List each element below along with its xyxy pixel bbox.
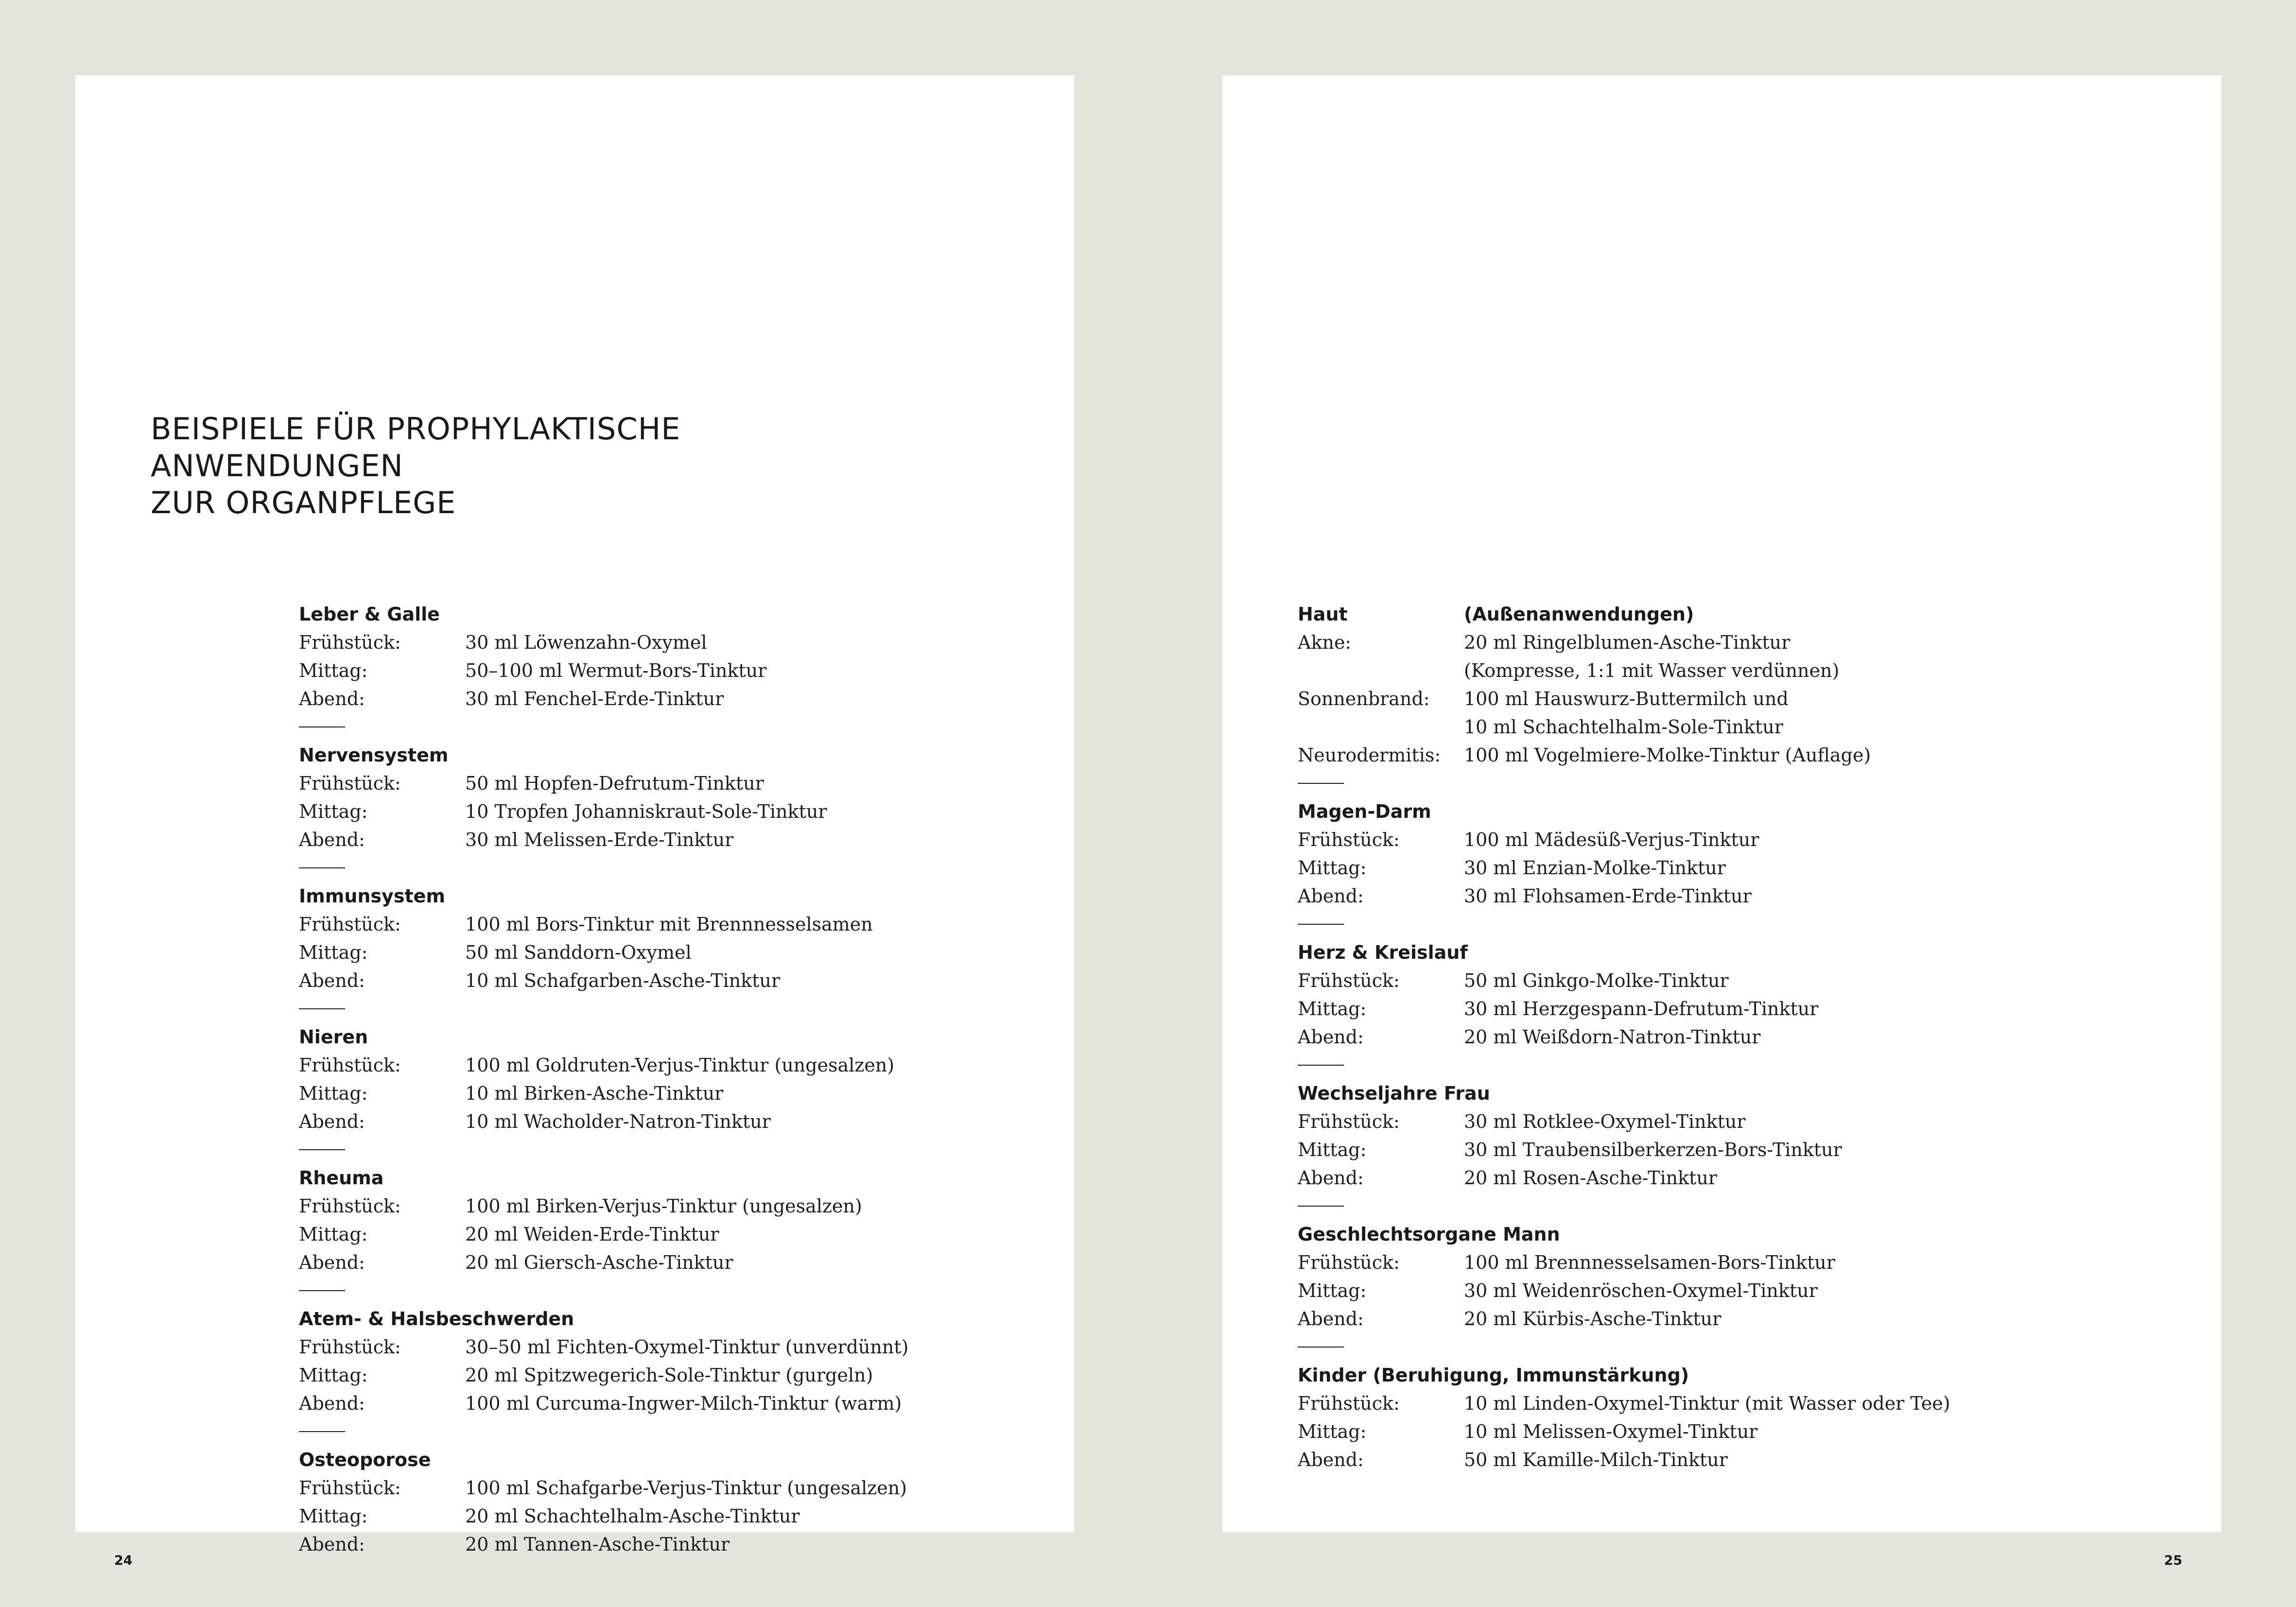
entry-row [1298, 854, 2027, 882]
entry-value [1464, 1023, 2027, 1051]
entry-label: Abend: [1298, 885, 1364, 907]
entry-row [299, 910, 1028, 938]
entry-label: Abend: [1298, 1167, 1364, 1189]
entry-value-line: 50 ml Sanddorn-Oxymel [465, 942, 692, 963]
section [299, 741, 1028, 854]
entry-label: Abend: [299, 829, 365, 850]
entry-value-line: 10 ml Schafgarben-Asche-Tinktur [465, 970, 781, 991]
entry-row [299, 657, 1028, 685]
entry-value-line: (Kompresse, 1:1 mit Wasser verdünnen) [1464, 660, 1840, 681]
entry-value [465, 1192, 1028, 1220]
entry-label: Abend: [299, 970, 365, 991]
entry-row [1298, 1389, 2027, 1417]
section [1298, 797, 2027, 910]
entry-value-line: 50–100 ml Wermut-Bors-Tinktur [465, 660, 767, 681]
section-divider [1298, 1333, 2027, 1361]
section [1298, 1220, 2027, 1333]
entry-label: Abend: [299, 1534, 365, 1555]
entry-row [299, 1192, 1028, 1220]
section-divider [1298, 910, 2027, 938]
entry-value-line: 50 ml Kamille-Milch-Tinktur [1464, 1449, 1728, 1470]
entry-value-line: 20 ml Weißdorn-Natron-Tinktur [1464, 1026, 1761, 1048]
page-number: 24 [114, 1553, 133, 1568]
entry-value [465, 1389, 1028, 1417]
entry-row [1298, 628, 2027, 685]
entry-value [465, 1530, 1028, 1558]
section-heading-note: (Außenanwendungen) [1464, 604, 1694, 625]
entry-value-line: 100 ml Schafgarbe-Verjus-Tinktur (ungesalzen) [465, 1477, 907, 1499]
entry-row [1298, 995, 2027, 1023]
entry-label: Frühstück: [1298, 970, 1400, 991]
section-heading: Geschlechtsorgane Mann [1298, 1224, 1560, 1245]
entry-value-line: 10 ml Linden-Oxymel-Tinktur (mit Wasser oder Tee) [1464, 1393, 1950, 1414]
entry-value-line: 10 Tropfen Johanniskraut-Sole-Tinktur [465, 801, 827, 822]
entry-value [465, 1248, 1028, 1277]
entry-label: Mittag: [299, 942, 368, 963]
entry-value-line: 20 ml Ringelblumen-Asche-Tinktur [1464, 632, 1791, 653]
entry-row [1298, 685, 2027, 741]
entry-value-line: 10 ml Melissen-Oxymel-Tinktur [1464, 1421, 1758, 1442]
entry-value-line: 100 ml Curcuma-Ingwer-Milch-Tinktur (warm) [465, 1393, 902, 1414]
entry-row [299, 1220, 1028, 1248]
section-heading: Immunsystem [299, 885, 445, 907]
entry-value [465, 685, 1028, 713]
entry-value [465, 1051, 1028, 1079]
section-divider [299, 1136, 1028, 1164]
entry-label: Frühstück: [299, 1477, 401, 1499]
entry-row [1298, 1417, 2027, 1446]
entry-label: Abend: [299, 1252, 365, 1273]
entry-label: Mittag: [1298, 1280, 1367, 1301]
section [299, 1023, 1028, 1136]
entry-value [465, 910, 1028, 938]
section-divider [299, 995, 1028, 1023]
entry-row [299, 967, 1028, 995]
entry-value [1464, 628, 2027, 685]
entry-row [1298, 1164, 2027, 1192]
entry-value-line: 30 ml Flohsamen-Erde-Tinktur [1464, 885, 1752, 907]
entry-label: Akne: [1298, 632, 1352, 653]
entry-row [299, 1474, 1028, 1502]
entry-value [465, 1107, 1028, 1136]
left-content [299, 600, 1028, 1558]
entry-value [1464, 854, 2027, 882]
left-page [75, 75, 1074, 1568]
entry-value [465, 1220, 1028, 1248]
entry-value [1464, 1305, 2027, 1333]
entry-value-line: 100 ml Brennnesselsamen-Bors-Tinktur [1464, 1252, 1835, 1273]
entry-label: Mittag: [1298, 857, 1367, 879]
entry-row [1298, 1446, 2027, 1474]
entry-label: Abend: [1298, 1308, 1364, 1330]
entry-row [299, 1333, 1028, 1361]
title-line: ANWENDUNGEN [151, 448, 403, 484]
entry-value [465, 967, 1028, 995]
section-heading: Atem- & Halsbeschwerden [299, 1308, 574, 1330]
section [299, 882, 1028, 995]
entry-value [1464, 967, 2027, 995]
entry-label: Frühstück: [1298, 1393, 1400, 1414]
entry-value [1464, 1107, 2027, 1136]
entry-row [299, 938, 1028, 967]
entry-row [1298, 1023, 2027, 1051]
section [1298, 1361, 2027, 1474]
title-line: BEISPIELE FÜR PROPHYLAKTISCHE [151, 411, 681, 447]
entry-value-line: 30 ml Weidenröschen-Oxymel-Tinktur [1464, 1280, 1818, 1301]
entry-value [1464, 826, 2027, 854]
entry-value-line: 20 ml Weiden-Erde-Tinktur [465, 1224, 719, 1245]
entry-row [1298, 1136, 2027, 1164]
section [1298, 1079, 2027, 1192]
entry-value-line: 30 ml Löwenzahn-Oxymel [465, 632, 707, 653]
entry-value [465, 797, 1028, 826]
entry-value-line: 10 ml Wacholder-Natron-Tinktur [465, 1111, 771, 1132]
entry-value-line: 30 ml Enzian-Molke-Tinktur [1464, 857, 1726, 879]
section-divider [1298, 1192, 2027, 1220]
entry-label: Mittag: [299, 1365, 368, 1386]
entry-row [299, 1530, 1028, 1558]
section-heading-title: Haut [1298, 604, 1348, 625]
page-title [151, 411, 680, 521]
page-number: 25 [2164, 1553, 2182, 1568]
entry-value-line: 10 ml Schachtelhalm-Sole-Tinktur [1464, 716, 1783, 738]
entry-value-line: 20 ml Spitzwegerich-Sole-Tinktur (gurgeln) [465, 1365, 873, 1386]
entry-label: Abend: [299, 1393, 365, 1414]
entry-value-line: 10 ml Birken-Asche-Tinktur [465, 1083, 724, 1104]
entry-value [1464, 1417, 2027, 1446]
entry-value-line: 100 ml Vogelmiere-Molke-Tinktur (Auflage) [1464, 744, 1871, 766]
entry-row [299, 826, 1028, 854]
entry-row [1298, 882, 2027, 910]
entry-value [1464, 882, 2027, 910]
entry-value-line: 20 ml Tannen-Asche-Tinktur [465, 1534, 730, 1555]
entry-label: Abend: [299, 688, 365, 709]
entry-row [1298, 741, 2027, 769]
entry-label: Frühstück: [299, 1336, 401, 1358]
section-heading [1298, 600, 2027, 628]
section [1298, 938, 2027, 1051]
entry-value [1464, 1164, 2027, 1192]
entry-value-line: 100 ml Hauswurz-Buttermilch und [1464, 688, 1789, 709]
section [299, 1446, 1028, 1558]
entry-value-line: 30 ml Herzgespann-Defrutum-Tinktur [1464, 998, 1819, 1019]
section [299, 600, 1028, 713]
entry-value-line: 100 ml Birken-Verjus-Tinktur (ungesalzen) [465, 1195, 862, 1217]
entry-value [1464, 1248, 2027, 1277]
section-heading: Kinder (Beruhigung, Immunstärkung) [1298, 1365, 1689, 1386]
entry-row [299, 1361, 1028, 1389]
entry-label: Abend: [1298, 1026, 1364, 1048]
entry-row [299, 1389, 1028, 1417]
entry-value [465, 826, 1028, 854]
entry-row [1298, 1305, 2027, 1333]
entry-label: Frühstück: [299, 914, 401, 935]
entry-row [1298, 967, 2027, 995]
entry-row [299, 769, 1028, 797]
entry-label: Frühstück: [299, 632, 401, 653]
entry-value-line: 30 ml Melissen-Erde-Tinktur [465, 829, 734, 850]
entry-label: Frühstück: [299, 1054, 401, 1076]
entry-row [299, 1051, 1028, 1079]
right-content [1298, 600, 2027, 1474]
entry-row [299, 1107, 1028, 1136]
title-line: ZUR ORGANPFLEGE [151, 485, 456, 520]
entry-row [299, 797, 1028, 826]
section [1298, 600, 2027, 769]
entry-value [465, 938, 1028, 967]
section-heading: Leber & Galle [299, 604, 440, 625]
section-divider [299, 713, 1028, 741]
section-heading: Wechseljahre Frau [1298, 1083, 1490, 1104]
entry-value-line: 30–50 ml Fichten-Oxymel-Tinktur (unverdünnt) [465, 1336, 909, 1358]
entry-row [299, 1502, 1028, 1530]
entry-value-line: 100 ml Mädesüß-Verjus-Tinktur [1464, 829, 1759, 850]
entry-value-line: 20 ml Schachtelhalm-Asche-Tinktur [465, 1505, 800, 1527]
entry-value [1464, 995, 2027, 1023]
section-divider [299, 1417, 1028, 1446]
section-divider [299, 854, 1028, 882]
entry-label: Frühstück: [1298, 1111, 1400, 1132]
entry-value-line: 50 ml Ginkgo-Molke-Tinktur [1464, 970, 1729, 991]
entry-row [299, 685, 1028, 713]
entry-row [1298, 826, 2027, 854]
section-heading: Nieren [299, 1026, 368, 1048]
entry-value [1464, 1277, 2027, 1305]
entry-row [299, 1248, 1028, 1277]
entry-label: Mittag: [299, 1083, 368, 1104]
entry-label: Frühstück: [1298, 829, 1400, 850]
entry-value-line: 20 ml Giersch-Asche-Tinktur [465, 1252, 733, 1273]
section-heading: Magen-Darm [1298, 801, 1431, 822]
entry-row [299, 628, 1028, 657]
section-divider [299, 1277, 1028, 1305]
entry-value [465, 657, 1028, 685]
entry-value [465, 1502, 1028, 1530]
entry-value-line: 100 ml Goldruten-Verjus-Tinktur (ungesalzen) [465, 1054, 895, 1076]
section-heading: Nervensystem [299, 744, 449, 766]
entry-value-line: 20 ml Kürbis-Asche-Tinktur [1464, 1308, 1722, 1330]
entry-label: Abend: [299, 1111, 365, 1132]
entry-label: Abend: [1298, 1449, 1364, 1470]
entry-label: Mittag: [1298, 1139, 1367, 1160]
entry-value [465, 628, 1028, 657]
entry-value [465, 1361, 1028, 1389]
entry-value [1464, 1389, 2027, 1417]
section-heading: Herz & Kreislauf [1298, 942, 1468, 963]
section-heading: Rheuma [299, 1167, 384, 1189]
entry-label: Neurodermitis: [1298, 744, 1441, 766]
entry-row [1298, 1277, 2027, 1305]
entry-row [1298, 1248, 2027, 1277]
entry-label: Sonnenbrand: [1298, 688, 1430, 709]
entry-value [465, 1079, 1028, 1107]
entry-label: Frühstück: [299, 1195, 401, 1217]
entry-value-line: 50 ml Hopfen-Defrutum-Tinktur [465, 773, 764, 794]
entry-value [1464, 741, 2027, 769]
entry-label: Mittag: [299, 660, 368, 681]
entry-label: Frühstück: [1298, 1252, 1400, 1273]
entry-value-line: 30 ml Rotklee-Oxymel-Tinktur [1464, 1111, 1746, 1132]
entry-value [1464, 685, 2027, 741]
section-divider [1298, 769, 2027, 797]
entry-value [465, 1333, 1028, 1361]
entry-value [1464, 1446, 2027, 1474]
section [299, 1305, 1028, 1417]
entry-value-line: 20 ml Rosen-Asche-Tinktur [1464, 1167, 1718, 1189]
entry-value [465, 769, 1028, 797]
right-page [1222, 75, 2221, 1568]
section [299, 1164, 1028, 1277]
entry-label: Mittag: [299, 1505, 368, 1527]
entry-label: Mittag: [1298, 998, 1367, 1019]
section-heading: Osteoporose [299, 1449, 431, 1470]
entry-value-line: 30 ml Traubensilberkerzen-Bors-Tinktur [1464, 1139, 1842, 1160]
entry-label: Mittag: [299, 1224, 368, 1245]
entry-value [465, 1474, 1028, 1502]
entry-row [1298, 1107, 2027, 1136]
entry-label: Frühstück: [299, 773, 401, 794]
entry-label: Mittag: [1298, 1421, 1367, 1442]
entry-value-line: 30 ml Fenchel-Erde-Tinktur [465, 688, 724, 709]
entry-label: Mittag: [299, 801, 368, 822]
entry-row [299, 1079, 1028, 1107]
entry-value-line: 100 ml Bors-Tinktur mit Brennnesselsamen [465, 914, 873, 935]
section-divider [1298, 1051, 2027, 1079]
entry-value [1464, 1136, 2027, 1164]
